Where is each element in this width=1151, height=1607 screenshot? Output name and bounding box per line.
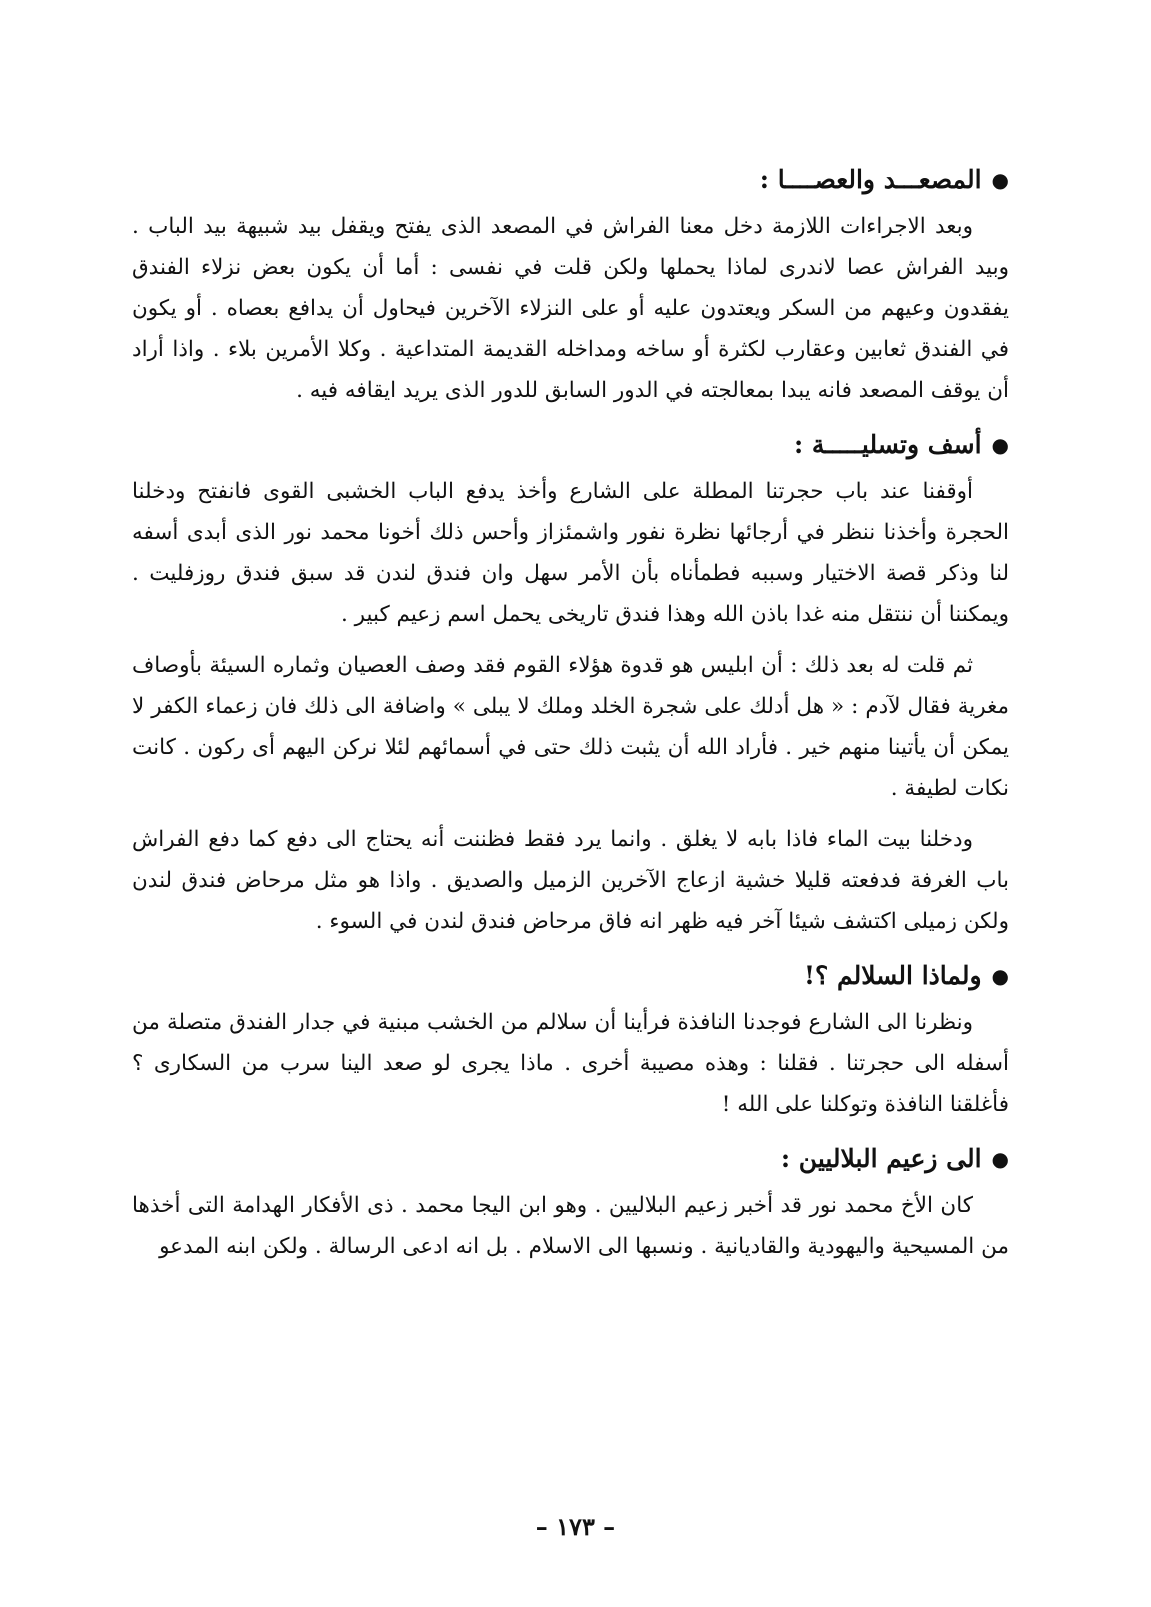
bullet-icon: ● <box>991 433 1009 457</box>
heading-text: ولماذا السلالم ؟! <box>804 961 982 990</box>
heading-text: الى زعيم البلاليين : <box>780 1144 982 1173</box>
section-heading <box>132 1139 1009 1179</box>
section-heading <box>132 425 1009 465</box>
paragraph: كان الأخ محمد نور قد أخبر زعيم البلاليين . وهو ابن اليجا محمد . ذى الأفكار الهدامة التى أخذها من المسيحية واليهودية والقاديانية . ونسبها الى الاسلام . بل انه ادعى الرسالة . ولكن ابنه المدعو <box>132 1193 1009 1259</box>
section-elevator <box>132 160 1009 411</box>
bullet-icon: ● <box>991 964 1009 988</box>
section-ladders <box>132 956 1009 1125</box>
paragraph: ثم قلت له بعد ذلك : أن ابليس هو قدوة هؤلاء القوم فقد وصف العصيان وثماره السيئة بأوصاف مغرية فقال لآدم : « هل أدلك على شجرة الخلد وملك لا يبلى » واضافة الى ذلك فان زعماء الكفر لا يمكن أن يأتينا منهم خير . فأراد الله أن يثبت ذلك حتى في أسمائهم لئلا نركن اليهم أى ركون . كانت نكات لطيفة . <box>132 653 1009 801</box>
section-leader <box>132 1139 1009 1267</box>
section-heading <box>132 956 1009 996</box>
section-regret <box>132 425 1009 942</box>
paragraph: وبعد الاجراءات اللازمة دخل معنا الفراش في المصعد الذى يفتح ويقفل بيد شبيهة بيد الباب . وبيد الفراش عصا لاندرى لماذا يحملها ولكن قلت في نفسى : أما أن يكون بعض نزلاء الفندق يفقدون وعيهم من السكر ويعتدون عليه أو على النزلاء الآخرين فيحاول أن يدافع بعصاه . أو يكون في الفندق ثعابين وعقارب لكثرة أو ساخه ومداخله القديمة المتداعية . وكلا الأمرين بلاء . واذا أراد أن يوقف المصعد فانه يبدا بمعالجته في الدور السابق للدور الذى يريد ايقافه فيه . <box>132 214 1009 403</box>
paragraph: أوقفنا عند باب حجرتنا المطلة على الشارع وأخذ يدفع الباب الخشبى القوى فانفتح ودخلنا الحجرة وأخذنا ننظر في أرجائها نظرة نفور واشمئزاز وأحس ذلك أخونا محمد نور الذى أبدى أسفه لنا وذكر قصة الاختيار وسببه فطمأناه بأن الأمر سهل وان فندق لندن قد سبق فندق روزفليت . ويمكننا أن ننتقل منه غدا باذن الله وهذا فندق تاريخى يحمل اسم زعيم كبير . <box>132 479 1009 627</box>
section-heading <box>132 160 1009 200</box>
paragraph: ودخلنا بيت الماء فاذا بابه لا يغلق . وانما يرد فقط فظننت أنه يحتاج الى دفع كما دفع الفراش باب الغرفة فدفعته قليلا خشية ازعاج الآخرين الزميل والصديق . واذا هو مثل مرحاض فندق لندن ولكن زميلى اكتشف شيئا آخر فيه ظهر انه فاق مرحاض فندق لندن في السوء . <box>132 827 1009 934</box>
bullet-icon: ● <box>991 1147 1009 1171</box>
bullet-icon: ● <box>991 168 1009 192</box>
heading-text: المصعـــد والعصــــا : <box>759 165 982 194</box>
heading-text: أسف وتسليـــــة : <box>793 430 982 459</box>
page-number: – ١٧٣ – <box>535 1512 616 1541</box>
paragraph: ونظرنا الى الشارع فوجدنا النافذة فرأينا أن سلالم من الخشب مبنية في جدار الفندق متصلة من أسفله الى حجرتنا . فقلنا : وهذه مصيبة أخرى . ماذا يجرى لو صعد الينا سرب من السكارى ؟ فأغلقنا النافذة وتوكلنا على الله ! <box>132 1010 1009 1117</box>
